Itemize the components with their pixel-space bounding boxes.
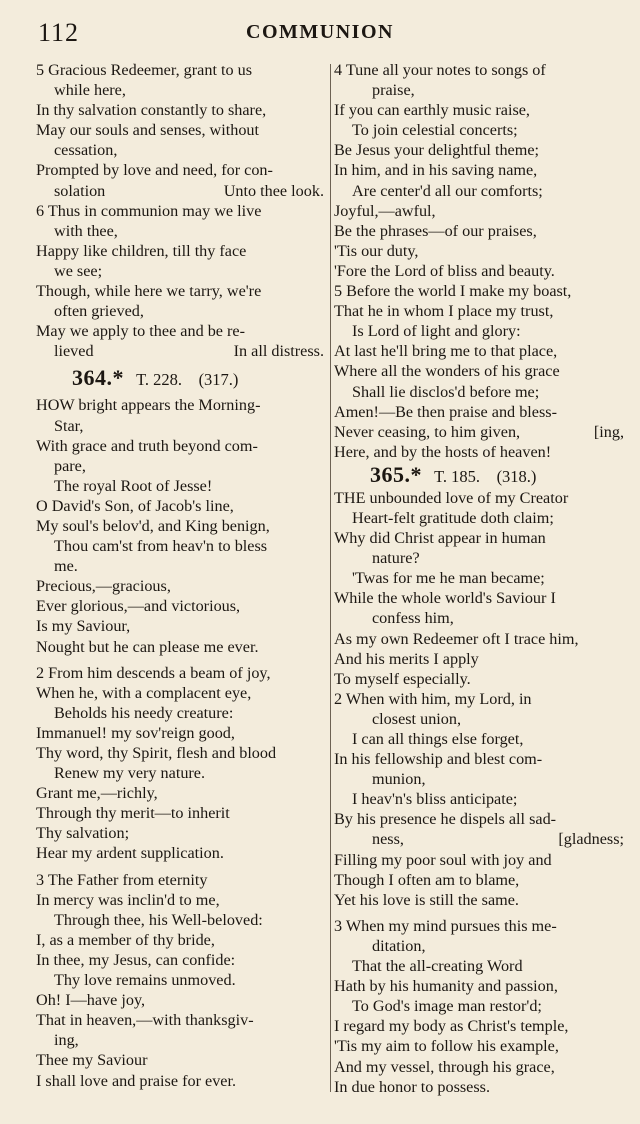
- verse-line: Why did Christ appear in human: [334, 529, 546, 548]
- verse-line: Thou cam'st from heav'n to bless: [54, 537, 268, 556]
- verse-line: At last he'll bring me to that place,: [334, 342, 558, 361]
- verse-line: To join celestial concerts;: [352, 121, 518, 140]
- verse-line: Nought but he can please me ever.: [36, 637, 259, 656]
- verse-line: I heav'n's bliss anticipate;: [352, 790, 518, 809]
- verse-line: I, as a member of thy bride,: [36, 930, 215, 949]
- verse-line: May we apply to thee and be re-: [36, 322, 246, 341]
- verse-line: In thy salvation constantly to share,: [36, 101, 267, 120]
- verse-line: I can all things else forget,: [352, 730, 524, 748]
- verse-line: As my own Redeemer oft I trace him,: [334, 629, 579, 648]
- verse-line: 5 Gracious Redeemer, grant to us: [36, 61, 253, 79]
- verse-line: Hear my ardent supplication.: [36, 844, 224, 863]
- verse-line: Where all the wonders of his grace: [334, 362, 560, 381]
- verse-line: with thee,: [54, 221, 118, 240]
- verse-fragment: In all distress.: [233, 342, 324, 361]
- verse-line: Joyful,—awful,: [334, 201, 436, 220]
- verse-line: 3 When my mind pursues this me-: [334, 916, 557, 935]
- verse-line: Star,: [54, 416, 84, 435]
- hymn-heading: [334, 462, 628, 488]
- verse-line: ditation,: [372, 936, 426, 955]
- verse-line: 4 Tune all your notes to songs of: [334, 61, 546, 79]
- verse-line: Amen!—Be then praise and bless-: [334, 402, 557, 421]
- verse-line: That in heaven,—with thanksgiv-: [36, 1011, 254, 1030]
- verse-line: Here, and by the hosts of heaven!: [334, 442, 552, 461]
- left-column: [36, 60, 328, 1091]
- verse-line: 'Twas for me he man became;: [352, 569, 545, 588]
- verse-line: Filling my poor soul with joy and: [334, 850, 552, 869]
- verse-line: Grant me,—richly,: [36, 784, 158, 803]
- verse-line: Heart-felt gratitude doth claim;: [352, 508, 554, 527]
- verse-line: [334, 422, 628, 442]
- verse-line: Is Lord of light and glory:: [352, 322, 521, 341]
- verse-line: [334, 829, 628, 849]
- verse-line: me.: [54, 557, 78, 576]
- verse-line: Though I often am to blame,: [334, 870, 520, 889]
- verse-line: While the whole world's Saviour I: [334, 589, 556, 608]
- verse-line: To God's image man restor'd;: [352, 997, 542, 1016]
- verse-line: pare,: [54, 456, 86, 475]
- verse-line: HOW bright appears the Morning-: [36, 396, 261, 415]
- hymn-tune: T. 185.: [434, 466, 481, 486]
- verse-line: And his merits I apply: [334, 649, 479, 668]
- verse-line: Through thee, his Well-beloved:: [54, 910, 263, 929]
- right-column: [334, 60, 628, 1097]
- verse-line: nature?: [372, 549, 420, 568]
- verse-line: Though, while here we tarry, we're: [36, 282, 262, 301]
- verse-line: In his fellowship and blest com-: [334, 750, 543, 769]
- verse-line: If you can earthly music raise,: [334, 101, 530, 120]
- verse-line: By his presence he dispels all sad-: [334, 810, 557, 829]
- verse-line: Yet his love is still the same.: [334, 890, 519, 909]
- verse-line: THE unbounded love of my Creator: [334, 488, 569, 507]
- verse-line: closest union,: [372, 709, 462, 728]
- verse-line: With grace and truth beyond com-: [36, 436, 258, 455]
- verse-line: The royal Root of Jesse!: [54, 476, 213, 495]
- verse-line: [36, 341, 328, 361]
- verse-line: In mercy was inclin'd to me,: [36, 890, 220, 909]
- verse-line: cessation,: [54, 141, 118, 160]
- verse-fragment: [gladness;: [558, 830, 624, 849]
- verse-line: 'Tis my aim to follow his example,: [334, 1037, 559, 1056]
- verse-line: we see;: [54, 261, 103, 280]
- verse-line: And my vessel, through his grace,: [334, 1057, 555, 1076]
- verse-line: 6 Thus in communion may we live: [36, 201, 262, 220]
- verse-line: Is my Saviour,: [36, 617, 131, 636]
- verse-line: Thy salvation;: [36, 824, 130, 843]
- verse-line: [36, 181, 328, 201]
- verse-line: That the all-creating Word: [352, 957, 523, 976]
- hymn-number: 364.*: [72, 365, 124, 391]
- verse-line: I regard my body as Christ's temple,: [334, 1017, 569, 1036]
- verse-line: Thee my Saviour: [36, 1051, 148, 1070]
- verse-line: That he in whom I place my trust,: [334, 302, 554, 321]
- verse-line: O David's Son, of Jacob's line,: [36, 496, 234, 515]
- verse-line: 'Tis our duty,: [334, 241, 419, 260]
- verse-line: often grieved,: [54, 302, 144, 321]
- verse-line: 3 The Father from eternity: [36, 870, 208, 889]
- verse-line: Are center'd all our comforts;: [352, 181, 543, 200]
- verse-line: Renew my very nature.: [54, 764, 206, 783]
- verse-line: 5 Before the world I make my boast,: [334, 282, 572, 301]
- verse-line: In thee, my Jesus, can confide:: [36, 950, 236, 969]
- verse-line: Beholds his needy creature:: [54, 703, 234, 722]
- verse-line: Oh! I—have joy,: [36, 991, 146, 1010]
- verse-line: To myself especially.: [334, 669, 471, 688]
- hymn-alt-number: (317.): [198, 370, 239, 390]
- verse-line: Through thy merit—to inherit: [36, 804, 230, 823]
- verse-fragment: Unto thee look.: [223, 181, 324, 200]
- verse-line: Hath by his humanity and passion,: [334, 977, 558, 996]
- verse-fragment: [ing,: [593, 422, 624, 441]
- verse-line: Thy love remains unmoved.: [54, 971, 236, 990]
- verse-line: When he, with a complacent eye,: [36, 683, 252, 702]
- verse-line: Shall lie disclos'd before me;: [352, 382, 540, 401]
- verse-line: munion,: [372, 770, 426, 789]
- page-number: 112: [38, 18, 80, 47]
- verse-line: 2 From him descends a beam of joy,: [36, 663, 271, 682]
- verse-line: confess him,: [372, 609, 454, 628]
- column-divider: [330, 64, 331, 1092]
- verse-line: My soul's belov'd, and King benign,: [36, 516, 270, 535]
- verse-line: Thy word, thy Spirit, flesh and blood: [36, 744, 277, 762]
- verse-fragment: solation: [54, 181, 106, 200]
- verse-line: praise,: [372, 81, 415, 100]
- verse-line: while here,: [54, 81, 126, 100]
- verse-line: ing,: [54, 1031, 79, 1050]
- verse-line: In due honor to possess.: [334, 1077, 491, 1096]
- verse-line: May our souls and senses, without: [36, 121, 260, 140]
- verse-line: I shall love and praise for ever.: [36, 1071, 237, 1090]
- verse-fragment: Never ceasing, to him given,: [334, 422, 521, 441]
- verse-line: Be Jesus your delightful theme;: [334, 141, 540, 160]
- verse-line: Happy like children, till thy face: [36, 241, 247, 260]
- hymn-number: 365.*: [370, 461, 422, 487]
- verse-line: Immanuel! my sov'reign good,: [36, 723, 235, 742]
- verse-line: 2 When with him, my Lord, in: [334, 689, 532, 708]
- hymn-alt-number: (318.): [496, 466, 537, 486]
- verse-line: In him, and in his saving name,: [334, 161, 538, 180]
- verse-line: 'Fore the Lord of bliss and beauty.: [334, 261, 555, 280]
- hymn-heading: [36, 361, 328, 395]
- hymn-tune: T. 228.: [136, 370, 183, 390]
- verse-line: Be the phrases—of our praises,: [334, 221, 537, 240]
- verse-fragment: ness,: [372, 830, 404, 849]
- verse-line: Precious,—gracious,: [36, 577, 171, 596]
- verse-line: Prompted by love and need, for con-: [36, 161, 273, 180]
- running-title: COMMUNION: [246, 21, 394, 43]
- verse-line: Ever glorious,—and victorious,: [36, 597, 241, 616]
- verse-fragment: lieved: [54, 342, 94, 361]
